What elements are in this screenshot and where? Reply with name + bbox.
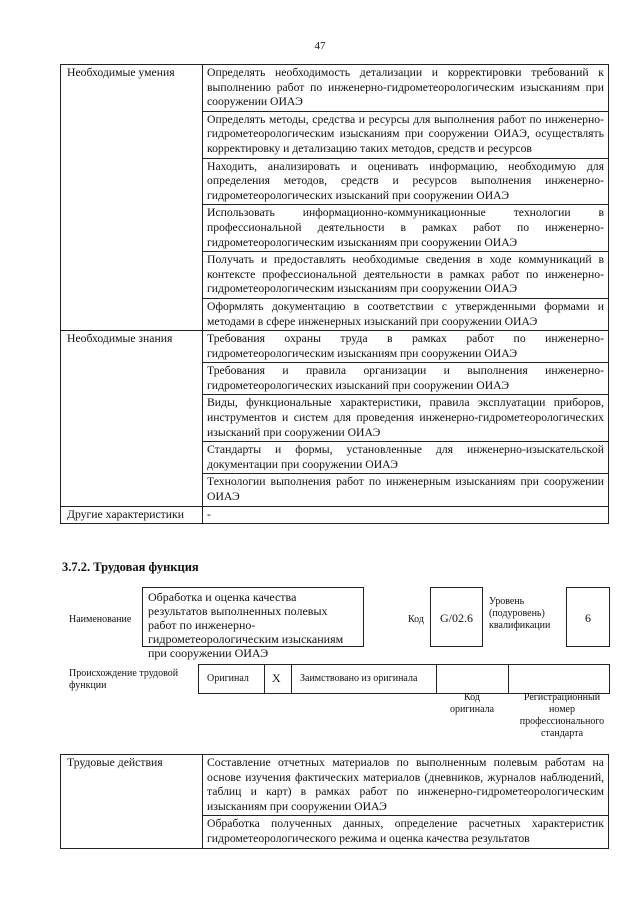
code-box: G/02.6	[430, 587, 483, 647]
section-title: 3.7.2. Трудовая функция	[62, 560, 199, 574]
knowledge-item: Виды, функциональные характеристики, правила эксплуатации приборов, инструментов и систем для проведения инженерно-гидрометеорологических изысканий при сооружении ОИАЭ	[203, 395, 609, 442]
row-label-skills: Необходимые умения	[61, 65, 203, 331]
origin-divider	[291, 664, 292, 694]
knowledge-item: Технологии выполнения работ по инженерным изысканиям при сооружении ОИАЭ	[203, 474, 609, 506]
table-row	[61, 65, 609, 112]
row-label-other: Другие характеристики	[61, 506, 203, 524]
table-row	[61, 506, 609, 524]
table-row	[61, 331, 609, 363]
row-label-knowledge: Необходимые знания	[61, 331, 203, 507]
original-mark: X	[272, 671, 281, 685]
level-box: 6	[566, 587, 610, 647]
skill-item: Получать и предоставлять необходимые сведения в ходе коммуникаций в контексте профессиональной деятельности в рамках работ по инженерно-гидрометеорологическим изысканиям при сооружении ОИАЭ	[203, 252, 609, 299]
knowledge-item: Требования охраны труда в рамках работ по инженерно-гидрометеорологическим изысканиям при сооружении ОИАЭ	[203, 331, 609, 363]
reg-number-caption: Регистрационный номер профессионального стандарта	[519, 692, 605, 739]
knowledge-item: Требования и правила организации и выполнения инженерно-гидрометеорологических изысканий при сооружении ОИАЭ	[203, 363, 609, 395]
skill-item: Использовать информационно-коммуникационные технологии в профессиональной деятельности в рамках работ по инженерно-гидрометеорологическим изысканиям при сооружении ОИАЭ	[203, 205, 609, 252]
skill-item: Находить, анализировать и оценивать информацию, необходимую для определения методов, средств и ресурсов выполнения инженерно-гидрометеорологических изысканий при сооружении ОИАЭ	[203, 158, 609, 205]
other-item: -	[203, 506, 609, 524]
origin-divider	[436, 664, 437, 694]
page-number: 47	[314, 40, 326, 52]
origin-code-caption: Код оригинала	[449, 692, 495, 715]
skill-item: Оформлять документацию в соответствии с утвержденными формами и методами в сфере инженерных изысканий при сооружении ОИАЭ	[203, 298, 609, 330]
action-item: Составление отчетных материалов по выполненным полевым работам на основе изучения фактических материалов (дневников, журналов наблюдений, таблиц и карт) в рамках работ по инженерно-гидрометеорологическим изысканиям при сооружении ОИАЭ	[203, 755, 609, 816]
action-item	[203, 816, 609, 849]
skill-item: Определять необходимость детализации и корректировки требований к выполнению работ по инженерно-гидрометеорологическим изысканиям при сооружении ОИАЭ	[203, 65, 609, 112]
row-label-actions: Трудовые действия	[61, 755, 203, 849]
origin-label: Происхождение трудовой функции	[69, 668, 179, 691]
skill-item: Определять методы, средства и ресурсы для выполнения работ по инженерно-гидрометеорологическим изысканиям при сооружении ОИАЭ, осуществлять корректировку и детализацию таких методов, средств и ресурсов	[203, 111, 609, 158]
action-item-text: Обработка полученных данных, определение расчетных характеристик гидрометеорологического режима и оценка качества результатов	[207, 817, 604, 845]
origin-divider	[264, 664, 265, 694]
code-label: Код	[408, 614, 424, 625]
original-label: Оригинал	[207, 673, 249, 684]
actions-table	[60, 754, 609, 849]
requirements-table	[60, 64, 609, 524]
knowledge-item: Стандарты и формы, установленные для инженерно-изыскательской документации при сооружении ОИАЭ	[203, 442, 609, 474]
table-row	[61, 755, 609, 816]
function-name-box: Обработка и оценка качества результатов выполненных полевых работ по инженерно-гидрометеорологическим изысканиям при сооружении ОИАЭ	[142, 587, 364, 647]
origin-divider	[508, 664, 509, 694]
name-label: Наименование	[69, 614, 132, 625]
borrowed-label: Заимствовано из оригинала	[300, 673, 418, 684]
level-label: Уровень (подуровень) квалификации	[489, 596, 551, 631]
